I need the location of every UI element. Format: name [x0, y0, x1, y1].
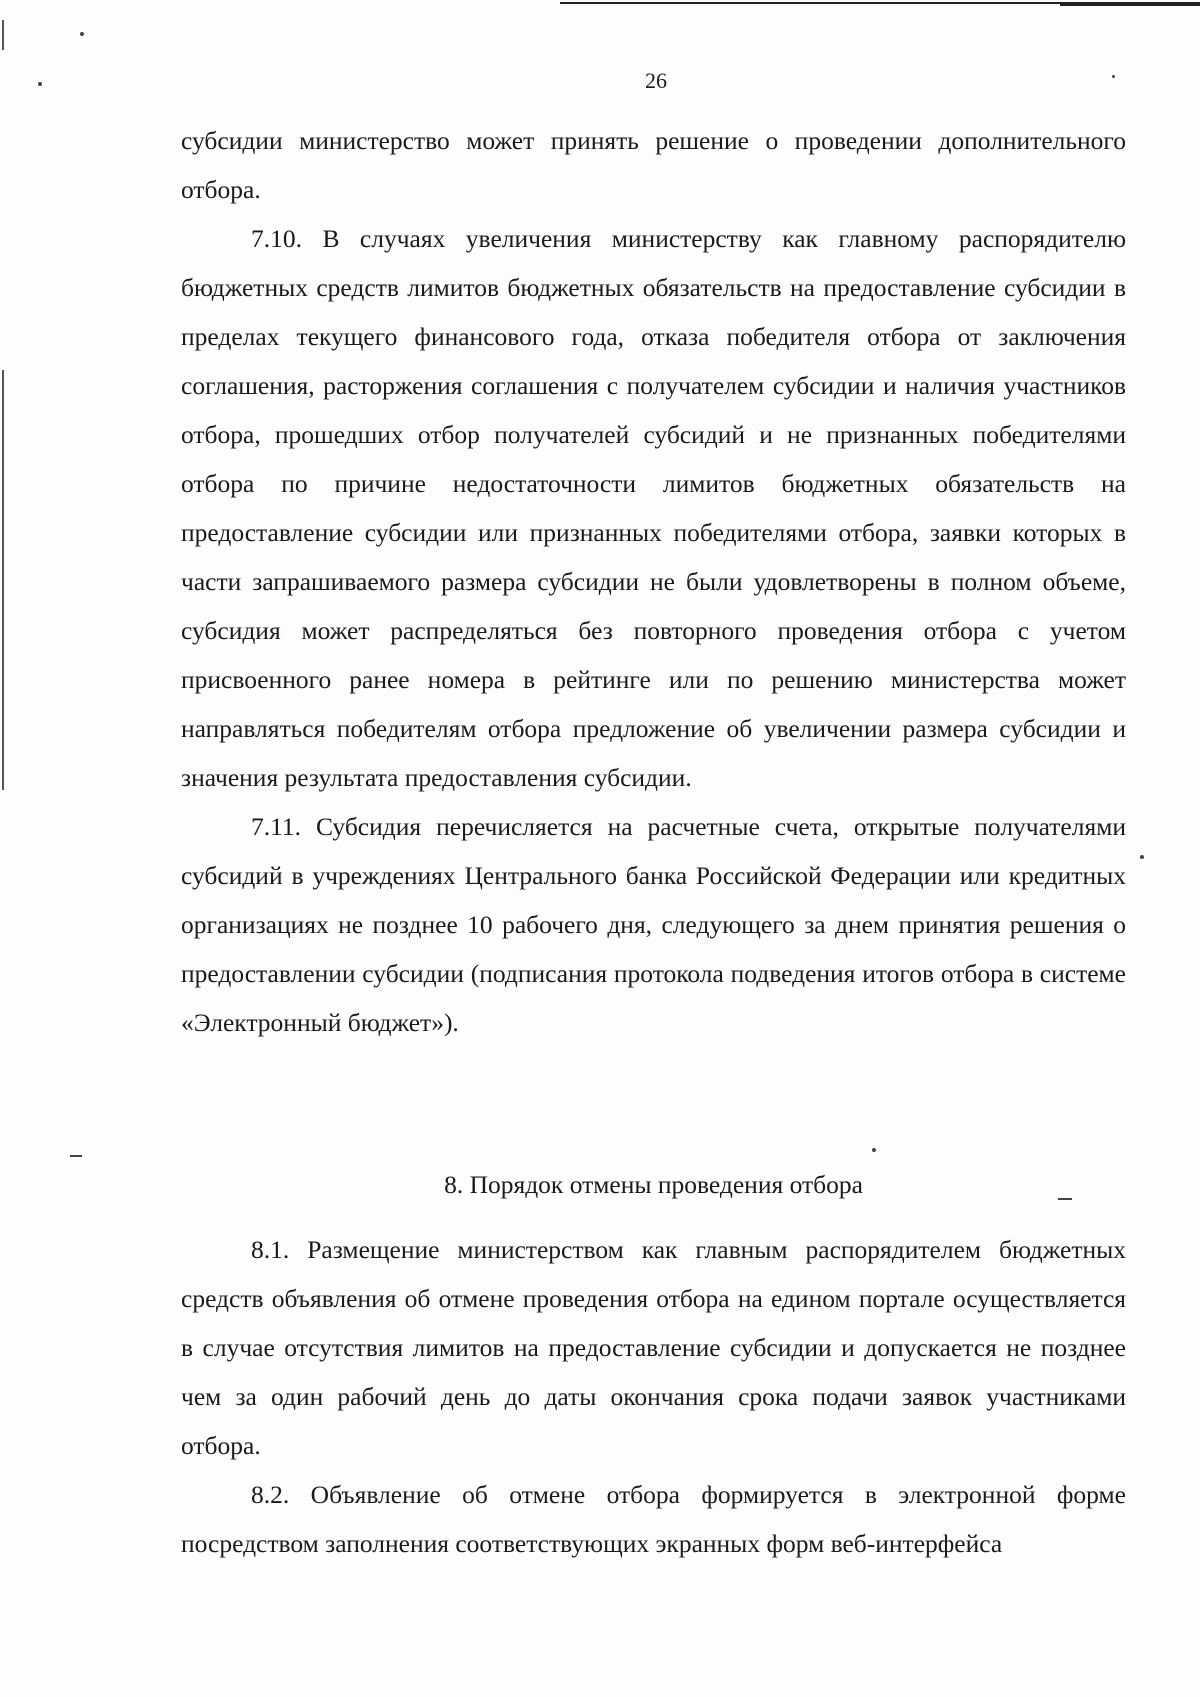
scan-speck [872, 1148, 876, 1152]
continuation-paragraph: субсидии министерство может принять решение о проведении дополнительного отбора. [181, 126, 1126, 204]
page-number: 26 [645, 68, 667, 93]
scan-speck [80, 32, 84, 36]
scan-speck [70, 1155, 82, 1157]
body-text-lower [181, 1225, 1126, 1568]
paragraph-8-2: 8.2. Объявление об отмене отбора формируется в электронной форме посредством заполнения соответствующих экранных форм веб-интерфейса [181, 1480, 1126, 1558]
scan-speck [1140, 855, 1144, 859]
paragraph-7-10: 7.10. В случаях увеличения министерству как главному распорядителю бюджетных средств лимитов бюджетных обязательств на предоставление субсидии в пределах текущего финансового года, отказа победителя отбора от заключения соглашения, расторжения соглашения с получателем субсидии и наличия участников отбора, прошедших отбор получателей субсидий и не признанных победителями отбора по причине недостаточности лимитов бюджетных обязательств на предоставление субсидии или признанных победителями отбора, заявки которых в части запрашиваемого размера субсидии не были удовлетворены в полном объеме, субсидия может распределяться без повторного проведения отбора с учетом присвоенного ранее номера в рейтинге или по решению министерства может направляться победителям отбора предложение об увеличении размера субсидии и значения результата предоставления субсидии. [181, 224, 1126, 792]
scan-margin-mark [2, 370, 4, 790]
paragraph-7-11: 7.11. Субсидия перечисляется на расчетные счета, открытые получателями субсидий в учреждениях Центрального банка Российской Федерации или кредитных организациях не позднее 10 рабочего дня, следующего за днем принятия решения о предоставлении субсидии (подписания протокола подведения итогов отбора в системе «Электронный бюджет»). [181, 812, 1126, 1037]
section-heading: 8. Порядок отмены проведения отбора [444, 1170, 863, 1199]
paragraph-8-1: 8.1. Размещение министерством как главным распорядителем бюджетных средств объявления об отмене проведения отбора на едином портале осуществляется в случае отсутствия лимитов на предоставление субсидии и допускается не позднее чем за один рабочий день до даты окончания срока подачи заявок участниками отбора. [181, 1235, 1126, 1460]
body-text-upper [181, 116, 1126, 1047]
scan-edge-line [1060, 4, 1200, 6]
scan-margin-mark [2, 20, 4, 50]
